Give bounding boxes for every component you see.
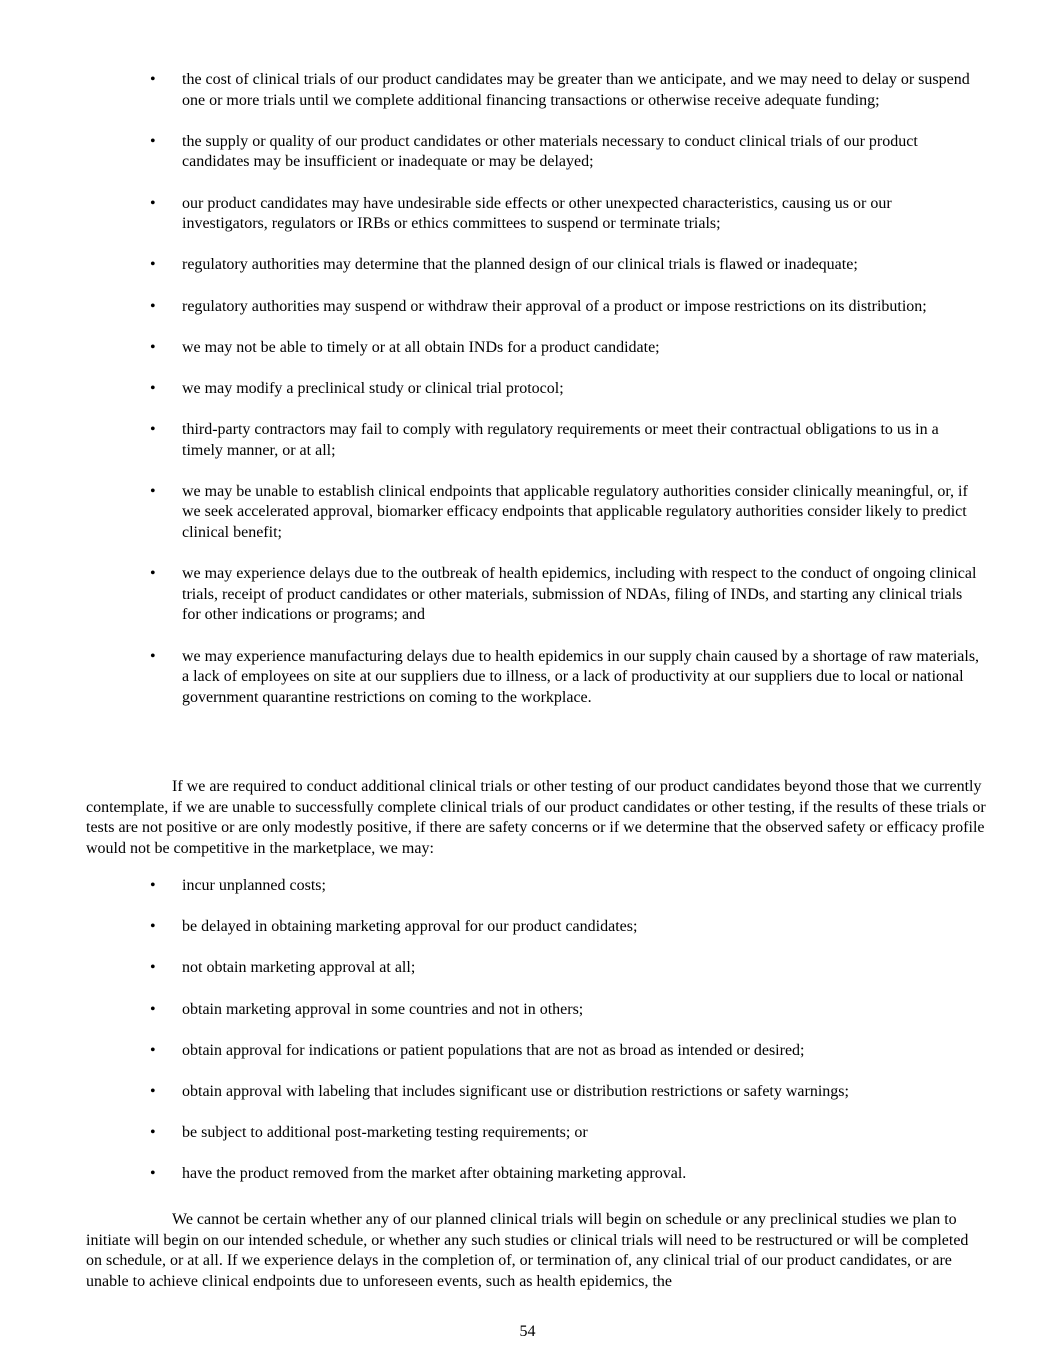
bullet-icon: • <box>150 421 156 439</box>
list-item-text: regulatory authorities may determine that the planned design of our clinical trials is flawed or inadequate; <box>182 256 858 274</box>
bullet-icon: • <box>150 918 156 936</box>
list-item-text: we may be unable to establish clinical endpoints that applicable regulatory authorities consider clinically meaningful, or, if we seek accelerated approval, biomarker efficacy endpoints that applicable regulatory authorities consider likely to predict clinical benefit; <box>182 482 968 542</box>
bullet-icon: • <box>150 565 156 583</box>
bullet-icon: • <box>150 482 156 500</box>
list-item-text: our product candidates may have undesirable side effects or other unexpected characteristics, causing us or our investigators, regulators or IRBs or ethics committees to suspend or terminate trials; <box>182 194 892 233</box>
list-item <box>150 482 980 544</box>
list-item-text: be subject to additional post-marketing testing requirements; or <box>182 1124 588 1142</box>
consequences-bullet-list <box>150 876 980 1185</box>
list-item-text: obtain approval for indications or patient populations that are not as broad as intended or desired; <box>182 1041 805 1059</box>
list-item <box>150 1082 980 1103</box>
list-item-text: we may modify a preclinical study or clinical trial protocol; <box>182 379 564 397</box>
list-item <box>150 132 980 173</box>
list-item <box>150 564 980 626</box>
bullet-icon: • <box>150 1041 156 1059</box>
list-item-text: obtain approval with labeling that includes significant use or distribution restrictions or safety warnings; <box>182 1082 849 1100</box>
list-item <box>150 917 980 938</box>
list-item <box>150 876 980 897</box>
list-item-text: not obtain marketing approval at all; <box>182 959 416 977</box>
bullet-icon: • <box>150 877 156 894</box>
list-item-text: we may experience manufacturing delays due to health epidemics in our supply chain caused by a shortage of raw materials, a lack of employees on site at our suppliers due to illness, or a lack of productivity at our suppliers due to local or national government quarantine restrictions on coming to the workplace. <box>182 647 980 706</box>
list-item <box>150 297 980 318</box>
list-item-text: we may not be able to timely or at all obtain INDs for a product candidate; <box>182 338 660 356</box>
list-item <box>150 647 980 709</box>
bullet-icon: • <box>150 132 156 150</box>
list-item <box>150 194 980 235</box>
list-item <box>150 379 980 400</box>
list-item-text: have the product removed from the market after obtaining marketing approval. <box>182 1165 687 1183</box>
bullet-icon: • <box>150 256 156 274</box>
bullet-icon: • <box>150 959 156 977</box>
list-item-text: the supply or quality of our product candidates or other materials necessary to conduct clinical trials of our product candidates may be insufficient or inadequate or may be delayed; <box>182 132 918 171</box>
list-item <box>150 1123 980 1144</box>
list-item <box>150 70 980 111</box>
list-item-text: third-party contractors may fail to comply with regulatory requirements or meet their contractual obligations to us in a timely manner, or at all; <box>182 421 939 459</box>
bullet-icon: • <box>150 194 156 212</box>
bullet-icon: • <box>150 1165 156 1183</box>
bullet-icon: • <box>150 71 156 88</box>
list-item-text: obtain marketing approval in some countries and not in others; <box>182 1000 584 1018</box>
page-number: 54 <box>519 1323 536 1340</box>
list-item <box>150 1164 980 1185</box>
bullet-icon: • <box>150 297 156 315</box>
list-item <box>150 255 980 276</box>
bullet-icon: • <box>150 1000 156 1018</box>
list-item-text: incur unplanned costs; <box>182 877 326 894</box>
list-item <box>150 958 980 979</box>
list-item <box>150 420 980 461</box>
list-item-text: be delayed in obtaining marketing approval for our product candidates; <box>182 918 638 936</box>
bullet-icon: • <box>150 338 156 356</box>
bullet-icon: • <box>150 1124 156 1142</box>
list-item <box>150 338 980 359</box>
body-paragraph-additional-trials: If we are required to conduct additional clinical trials or other testing of our product candidates beyond those that we currently contemplate, if we are unable to successfully complete clinical trials of our product candidates or other testing, if the results of these trials or tests are not positive or are only modestly positive, if there are safety concerns or if we determine that the observed safety or efficacy profile would not be competitive in the marketplace, we may: <box>86 778 986 857</box>
risk-bullet-list <box>150 70 980 708</box>
body-paragraph-schedule-uncertainty: We cannot be certain whether any of our planned clinical trials will begin on schedule or any preclinical studies we plan to initiate will begin on our intended schedule, or whether any such studies or clinical trials will need to be restructured or will be completed on schedule, or at all. If we experience delays in the completion of, or termination of, any clinical trial of our product candidates, or are unable to achieve clinical endpoints due to unforeseen events, such as health epidemics, the <box>86 1211 969 1290</box>
list-item-text: regulatory authorities may suspend or withdraw their approval of a product or impose restrictions on its distribution; <box>182 297 927 315</box>
bullet-icon: • <box>150 379 156 397</box>
list-item <box>150 1000 980 1021</box>
list-item-text: the cost of clinical trials of our product candidates may be greater than we anticipate, and we may need to delay or suspend one or more trials until we complete additional financing transactions or otherwise receive adequate funding; <box>182 71 970 109</box>
bullet-icon: • <box>150 647 156 665</box>
bullet-icon: • <box>150 1082 156 1100</box>
list-item-text: we may experience delays due to the outbreak of health epidemics, including with respect to the conduct of ongoing clinical trials, receipt of product candidates or other materials, submission of NDAs, filing of INDs, and starting any clinical trials for other indications or programs; and <box>182 565 977 624</box>
list-item <box>150 1041 980 1062</box>
